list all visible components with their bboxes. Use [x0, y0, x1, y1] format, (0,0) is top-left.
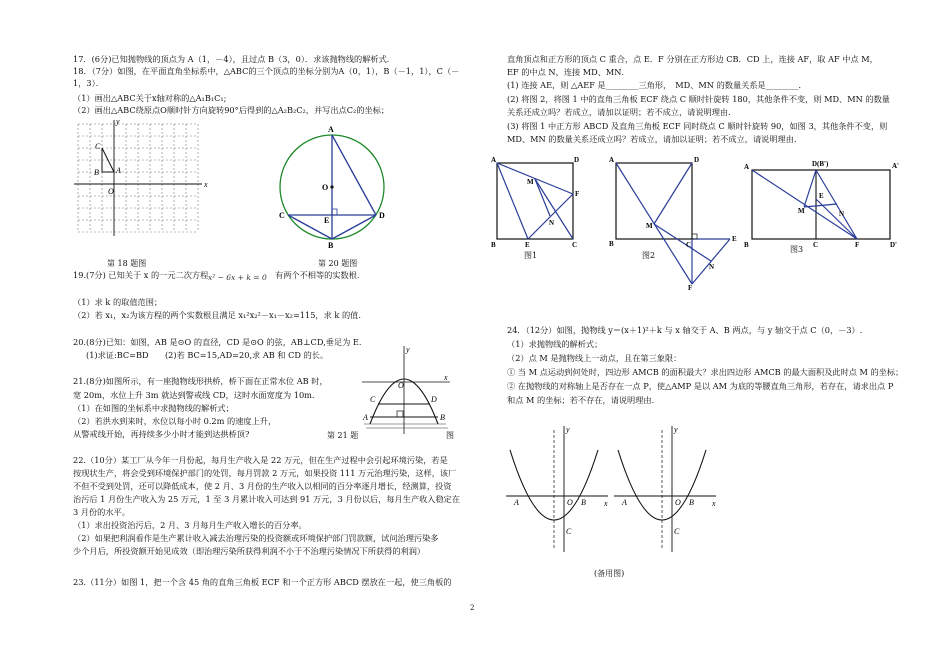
fig20-label-c: C: [279, 211, 285, 220]
q20-parts: (1)求证:BC=BD (2)若 BC=15,AD=20,求 AB 和 CD 的长。: [86, 350, 329, 360]
fig3-label-d-prime: D': [890, 241, 897, 249]
fig18-label-b: B: [94, 168, 99, 177]
q24-part2-2-line2: 和点 M 的坐标；若不存在，请说明理由.: [507, 395, 655, 405]
fig1-label-n: N: [549, 219, 555, 227]
fig3-label-b: B: [744, 241, 749, 249]
fig2-label-a: A: [609, 156, 615, 164]
fig2-label-f: F: [688, 284, 693, 290]
fig21-y-label: y: [406, 345, 410, 354]
fig3-label-f: F: [855, 241, 860, 249]
grid-lines: [78, 124, 198, 232]
q22-line3: 不但不受到处罚，还可以降低成本，使 2 月、3 月份的生产收入以相同的百分率逐月增长，经测算，投资: [73, 481, 452, 491]
fig1-label-f: F: [575, 190, 580, 198]
fig1-label-d: D: [574, 156, 580, 164]
q22-line1: 22.（10分）某工厂从今年一月份起，每月生产收入是 22 万元，但在生产过程中会引起环境污染，若是: [73, 455, 448, 465]
fig21-caption: 第 21 题: [327, 431, 359, 440]
fig20-caption: 第 20 题图: [318, 259, 358, 268]
fig3-label-a-prime: A': [892, 162, 899, 170]
q23-figure-1: [488, 154, 586, 254]
fig20-label-d: D: [379, 211, 385, 220]
q21-line1: 21.(8分)如图所示，有一座抛物线形拱桥，桥下面在正常水位 AB 时，: [73, 376, 328, 386]
fig18-x-label: x: [204, 180, 208, 189]
q24-parabola-figure-right: [612, 422, 720, 554]
fig3-label-n: N: [839, 210, 845, 218]
fig18-label-a: A: [116, 166, 121, 175]
fig20-label-b: B: [328, 241, 334, 250]
q17-text: 17．(6分)已知抛物线的顶点为 A（1，－4），且过点 B（3，0）．求该抛物线的解析式．: [73, 54, 395, 64]
fig21-label-d: D: [431, 395, 437, 404]
fig1-caption: 图1: [524, 251, 538, 260]
q23-part2-line2: 关系还成立吗？若成立，请加以证明；若不成立，请说明理由.: [507, 107, 731, 117]
q23-part1: (1) 连接 AE，则 △AEF 是________三角形， MD、MN 的数量关系是________．: [507, 80, 807, 90]
q24-right-label-o: O: [675, 498, 681, 507]
fig2-label-c: C: [686, 241, 692, 249]
q23-figure-2: [606, 154, 742, 290]
fig21-label-o: O: [398, 381, 404, 390]
fig3-label-db: D(B'): [812, 160, 829, 168]
q22-line2: 按现状生产，将会受到环境保护部门的处罚，每月罚款 2 万元，如果投资 111 万元治理污染，这样，该厂: [73, 468, 457, 478]
q24-left-y-label: y: [566, 425, 570, 434]
q24-part2: （2）点 M 是抛物线上一动点，且在第三象限：: [507, 353, 682, 363]
q24-right-label-c: C: [674, 527, 680, 536]
fig2-caption: 图2: [642, 251, 656, 260]
fig1-label-c: C: [572, 241, 578, 249]
q23-figure-3: [742, 154, 910, 254]
fig1-label-e: E: [525, 241, 530, 249]
fig3-caption: 图3: [790, 245, 804, 254]
q22-line5: 3 月份的水平。: [73, 507, 130, 517]
fig1-label-a: A: [491, 156, 497, 164]
q24-part1: （1）求抛物线的解析式；: [507, 339, 603, 349]
q18-part1: （1）画出△ABC关于x轴对称的△A₁B₁C₁;: [73, 93, 227, 103]
q24-left-x-label: x: [604, 499, 608, 508]
fig3-label-e: E: [819, 192, 824, 200]
q23-part3-line1: (3) 将图 1 中正方形 ABCD 及直角三角板 ECF 同时绕点 C 顺时针旋转 90，如图 3，其他条件不变，则: [507, 121, 888, 131]
fig21-label-b: B: [440, 413, 445, 422]
q24-left-label-a: A: [514, 498, 519, 507]
fig1-label-b: B: [491, 241, 496, 249]
q19-text-end: 有两个不相等的实数根.: [275, 270, 360, 280]
page-number: 2: [470, 604, 475, 612]
q19-text-start: 19.(7分) 已知关于 x 的一元二次方程: [73, 270, 209, 280]
q21-part1: （1）在如图的坐标系中求抛物线的解析式；: [73, 403, 234, 413]
q19-part2: （2）若 x₁，x₂为该方程的两个实数根且满足 x₁²x₂²－x₁－x₂=115，求 k 的值.: [73, 310, 361, 320]
q20-text: 20.(8分)已知：如图，AB 是⊙O 的直径，CD 是⊙O 的弦，AB⊥CD,垂足为 E.: [73, 337, 362, 347]
q23-line2: 直角顶点和正方形的顶点 C 重合，点 E．F 分别在正方形边 CB．CD 上，连接 AF，取 AF 中点 M，: [507, 54, 878, 64]
fig21-label-a: A: [363, 413, 368, 422]
q24-right-x-label: x: [712, 499, 716, 508]
fig21-x-label: x: [444, 373, 448, 382]
fig20-label-a: A: [328, 125, 334, 134]
fig20-label-o: O: [322, 183, 329, 192]
fig18-caption: 第 18 题图: [107, 259, 147, 268]
fig18-grid-figure: [70, 118, 210, 243]
q24-right-label-b: B: [689, 498, 694, 507]
q24-parabola-figure-left: [504, 422, 612, 554]
q24-part2-1: ① 当 M 点运动到何处时，四边形 AMCB 的面积最大？求出四边形 AMCB 的最大面积及此时点 M 的坐标；: [507, 367, 904, 377]
q22-line4: 治污后 1 月份生产收入为 25 万元，1 至 3 月累计收入可达到 91 万元，3 月份以后，每月生产收入稳定在: [73, 494, 461, 504]
fig1-label-m: M: [527, 178, 534, 186]
q24-left-label-c: C: [566, 527, 572, 536]
q19-part1: （1）求 k 的取值范围；: [73, 297, 163, 307]
fig21-caption-suffix: 图: [446, 431, 454, 440]
q24-text: 24．（12分）如图，抛物线 y＝(x＋1)²＋k 与 x 轴交于 A、B 两点，与 y 轴交于点 C（0，－3）.: [507, 325, 863, 335]
fig20-label-e: E: [324, 216, 330, 225]
q18-text-line1: 18．（7分）如图，在平面直角坐标系中，△ABC的三个顶点的坐标分别为A（0，1），B（－1，1），C（－: [73, 66, 460, 76]
fig18-label-o: O: [108, 187, 114, 196]
fig20-circle-figure: [278, 122, 390, 250]
q23-part2-line1: (2) 将图 2，将图 1 中的直角三角板 ECF 绕点 C 顺时针旋转 180，其他条件不变，则 MD、MN 的数量: [507, 94, 890, 104]
fig24-caption: (备用图): [594, 569, 625, 578]
q23-line3: EF 的中点 N，连接 MD、MN．: [507, 67, 630, 77]
q22-part2-line2: 少个月后，所投资额开始见成效（即治理污染所获得利润不小于不治理污染情况下所获得的利润）: [73, 546, 426, 556]
q22-part2-line1: （2）如果把利润看作是生产累计收入减去治理污染的投资额或环境保护部门罚款额，试问治理污染多: [73, 533, 439, 543]
q22-part1: （1）求出投资治污后，2 月、3 月每月生产收入增长的百分率。: [73, 520, 307, 530]
q24-left-label-b: B: [581, 498, 586, 507]
fig2-label-n: N: [709, 263, 715, 271]
fig18-label-c: C: [95, 142, 101, 151]
fig2-label-e: E: [732, 235, 737, 243]
q24-left-label-o: O: [567, 498, 573, 507]
q21-part3: 从警戒线开始，再持续多少小时才能到达拱桥顶?: [73, 429, 250, 439]
q21-line2: 宽 20m，水位上升 3m 就达到警戒线 CD，这时水面宽度为 10m.: [73, 390, 315, 400]
fig21-label-c: C: [370, 395, 376, 404]
q24-right-y-label: y: [674, 425, 678, 434]
fig3-label-a: A: [744, 163, 750, 171]
q18-part2: （2）画出△ABC绕原点O顺时针方向旋转90°后得到的△A₂B₂C₂，并写出点C₂的坐标；: [73, 105, 390, 115]
fig3-label-m: M: [798, 207, 805, 215]
fig2-label-m: M: [646, 222, 653, 230]
q24-part2-2-line1: ② 在抛物线的对称轴上是否存在一点 P，使△AMP 是以 AM 为底的等腰直角三角形，若存在，请求出点 P: [507, 381, 894, 391]
fig2-label-d: D: [694, 156, 700, 164]
q18-text-line2: 1，3）．: [73, 78, 104, 88]
q23-start: 23.（11分）如图 1，把一个含 45 角的直角三角板 ECF 和一个正方形 ABCD 摆放在一起，使三角板的: [73, 577, 452, 587]
q19-equation: x² − 6x + k = 0: [208, 273, 267, 282]
fig18-y-label: y: [116, 118, 120, 126]
q23-part3-line2: MD、MN 的数量关系还成立吗？若成立，请加以证明；若不成立，请说明理由.: [507, 134, 797, 144]
fig3-label-c: C: [813, 241, 819, 249]
q24-right-label-a: A: [622, 498, 627, 507]
fig2-label-b: B: [609, 240, 614, 248]
fig21-bridge-figure: [360, 344, 452, 436]
q21-part2: （2）若洪水到来时，水位以每小时 0.2m 的速度上升，: [73, 416, 277, 426]
